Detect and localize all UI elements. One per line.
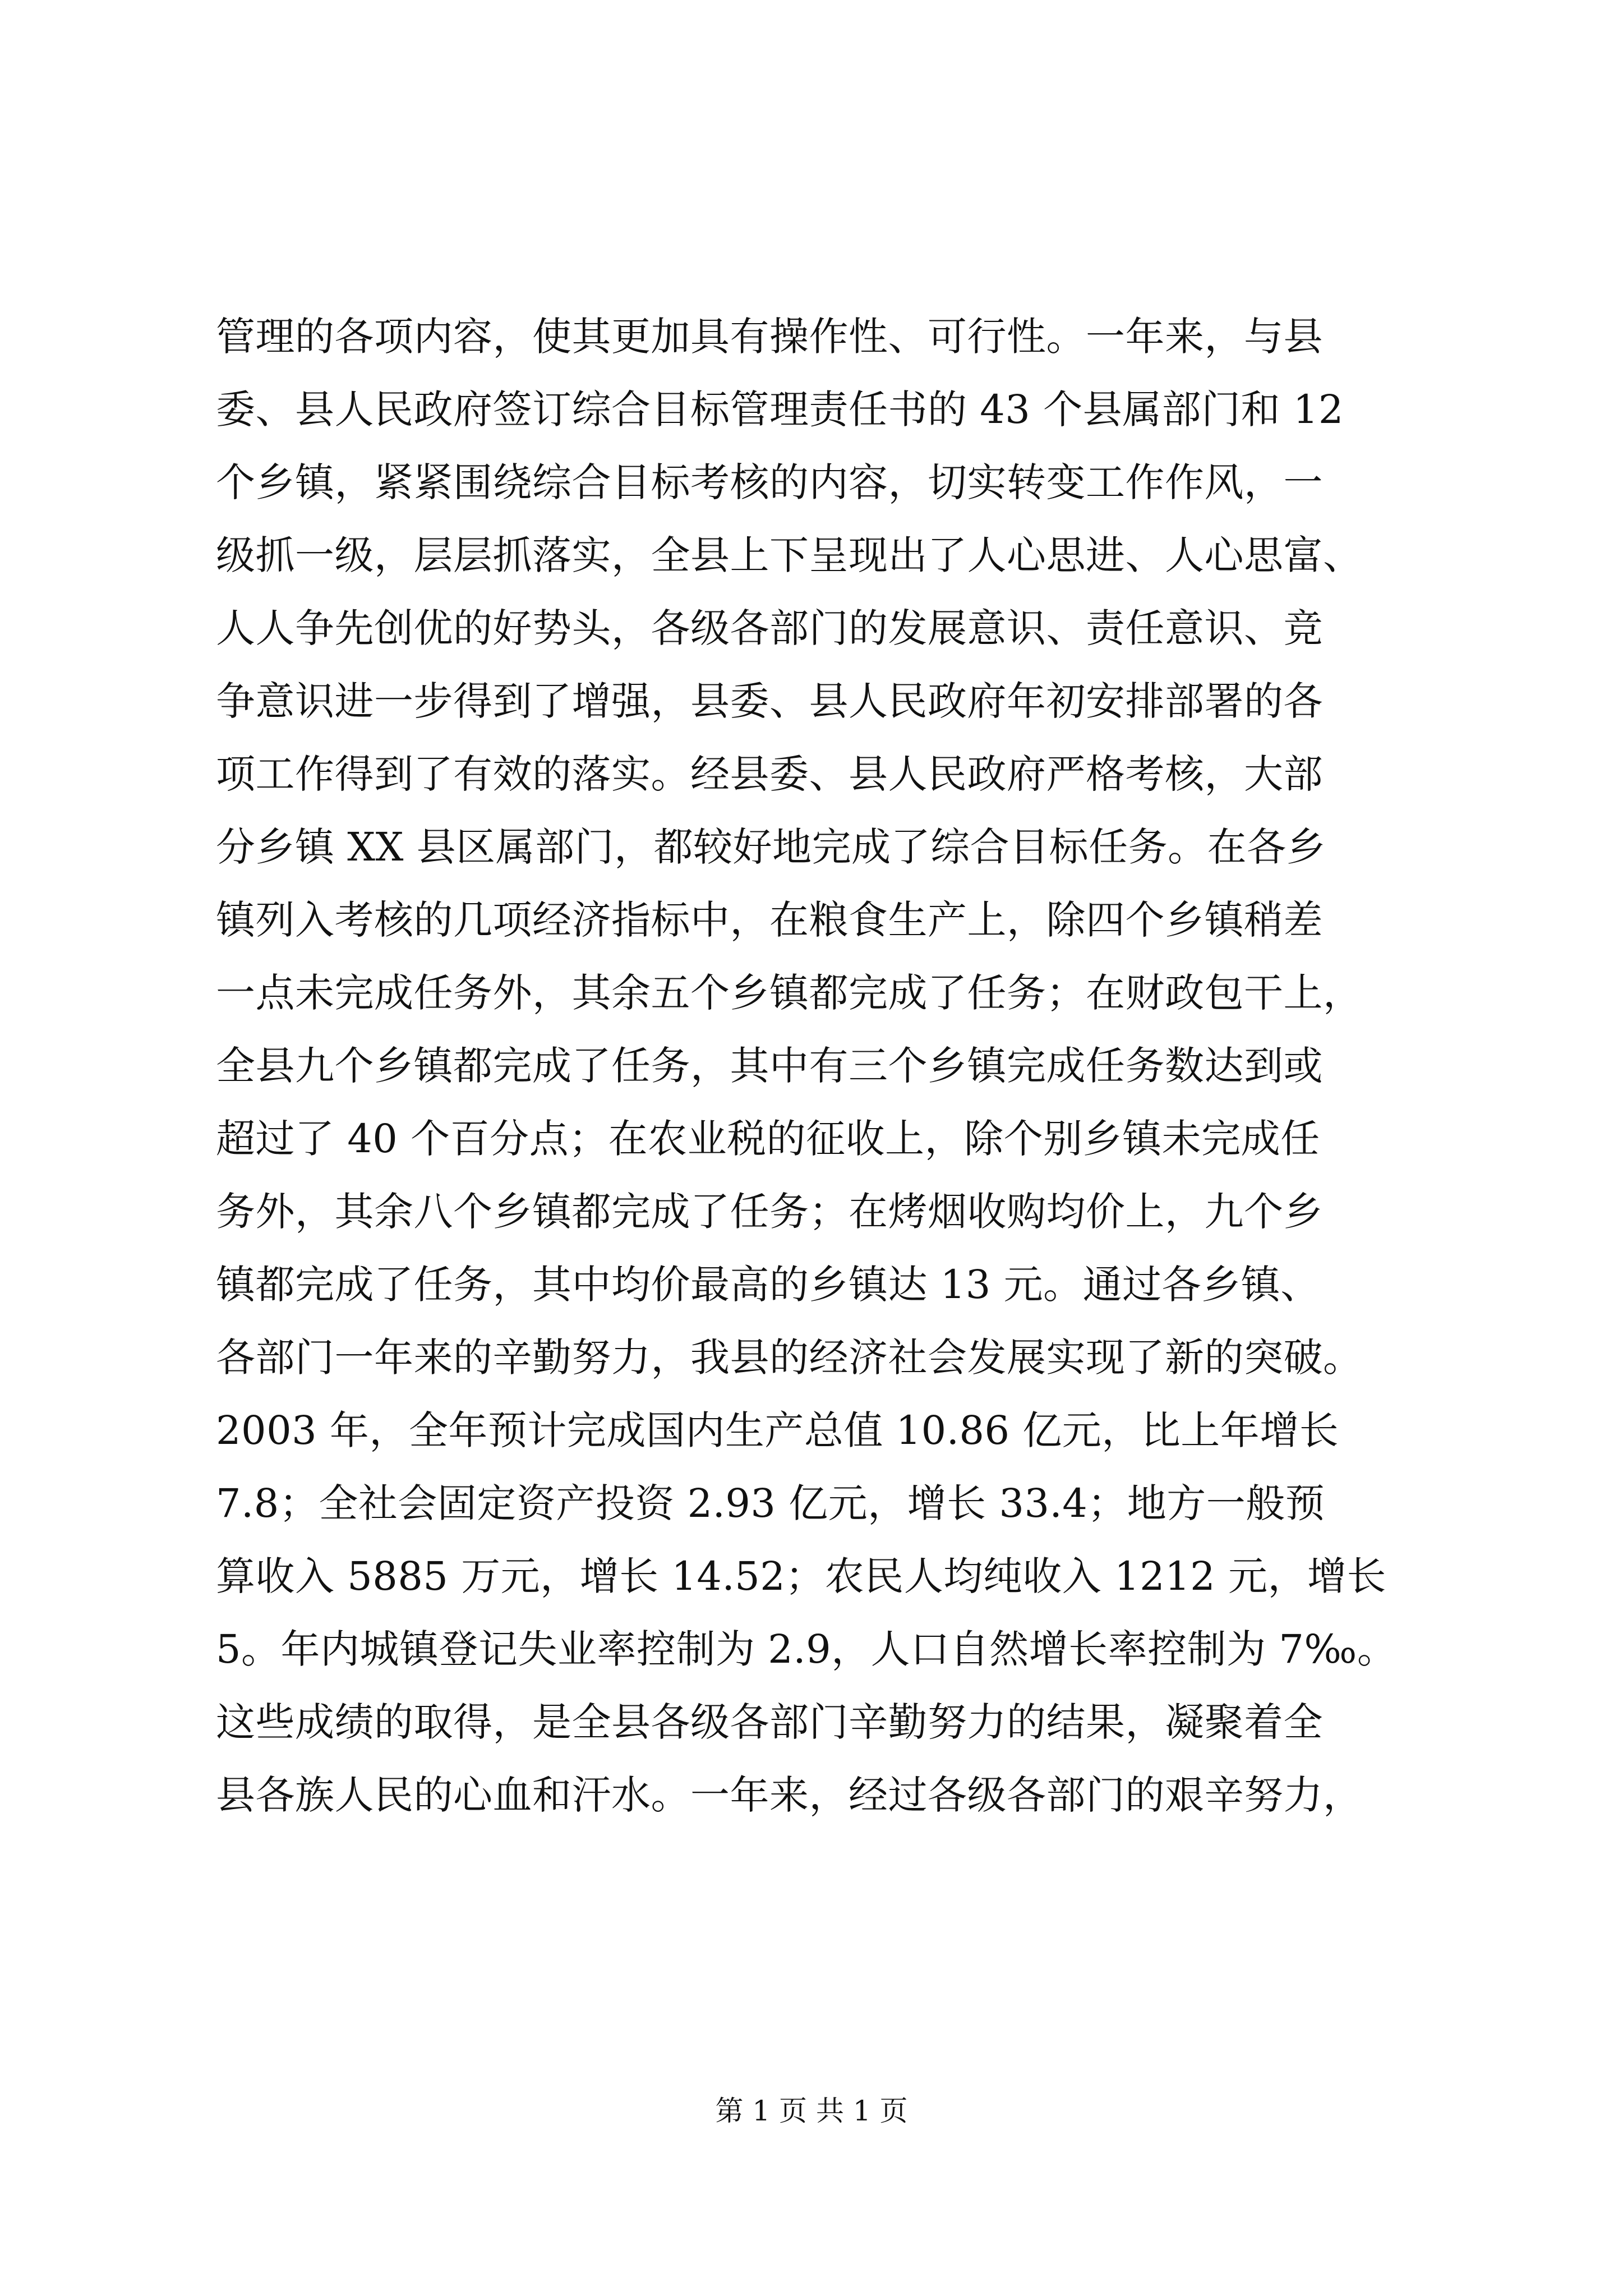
text-line: 级抓一级，层层抓落实，全县上下呈现出了人心思进、人心思富、 xyxy=(216,532,1363,578)
text-line: 镇列入考核的几项经济指标中，在粮食生产上，除四个乡镇稍差 xyxy=(216,897,1323,943)
text-line: 管理的各项内容，使其更加具有操作性、可行性。一年来，与县 xyxy=(216,314,1323,360)
text-line: 项工作得到了有效的落实。经县委、县人民政府严格考核，大部 xyxy=(216,751,1323,797)
text-line: 各部门一年来的辛勤努力，我县的经济社会发展实现了新的突破。 xyxy=(216,1335,1363,1381)
text-line: 务外，其余八个乡镇都完成了任务；在烤烟收购均价上，九个乡 xyxy=(216,1189,1323,1235)
text-line: 分乡镇 XX 县区属部门，都较好地完成了综合目标任务。在各乡 xyxy=(216,824,1326,870)
text-line: 个乡镇，紧紧围绕综合目标考核的内容，切实转变工作作风，一 xyxy=(216,459,1323,505)
text-line: 这些成绩的取得，是全县各级各部门辛勤努力的结果，凝聚着全 xyxy=(216,1699,1323,1745)
text-line: 镇都完成了任务，其中均价最高的乡镇达 13 元。通过各乡镇、 xyxy=(216,1262,1320,1308)
text-line: 全县九个乡镇都完成了任务，其中有三个乡镇完成任务数达到或 xyxy=(216,1043,1323,1089)
text-line: 争意识进一步得到了增强，县委、县人民政府年初安排部署的各 xyxy=(216,678,1323,724)
text-line: 7.8；全社会固定资产投资 2.93 亿元，增长 33.4；地方一般预 xyxy=(216,1480,1325,1526)
text-line: 算收入 5885 万元，增长 14.52；农民人均纯收入 1212 元，增长 xyxy=(216,1553,1386,1599)
text-line: 2003 年，全年预计完成国内生产总值 10.86 亿元，比上年增长 xyxy=(216,1407,1339,1453)
text-line: 县各族人民的心血和汗水。一年来，经过各级各部门的艰辛努力， xyxy=(216,1772,1363,1818)
page-footer xyxy=(0,2091,1623,2131)
text-line: 5。年内城镇登记失业率控制为 2.9，人口自然增长率控制为 7‰。 xyxy=(216,1626,1397,1672)
text-line: 超过了 40 个百分点；在农业税的征收上，除个别乡镇未完成任 xyxy=(216,1116,1320,1162)
text-line: 委、县人民政府签订综合目标管理责任书的 43 个县属部门和 12 xyxy=(216,386,1344,432)
page-number-label: 第 1 页 共 1 页 xyxy=(715,2095,908,2127)
body-text xyxy=(216,300,1427,1832)
text-line: 人人争先创优的好势头，各级各部门的发展意识、责任意识、竞 xyxy=(216,605,1323,651)
text-line: 一点未完成任务外，其余五个乡镇都完成了任务；在财政包干上， xyxy=(216,970,1363,1016)
